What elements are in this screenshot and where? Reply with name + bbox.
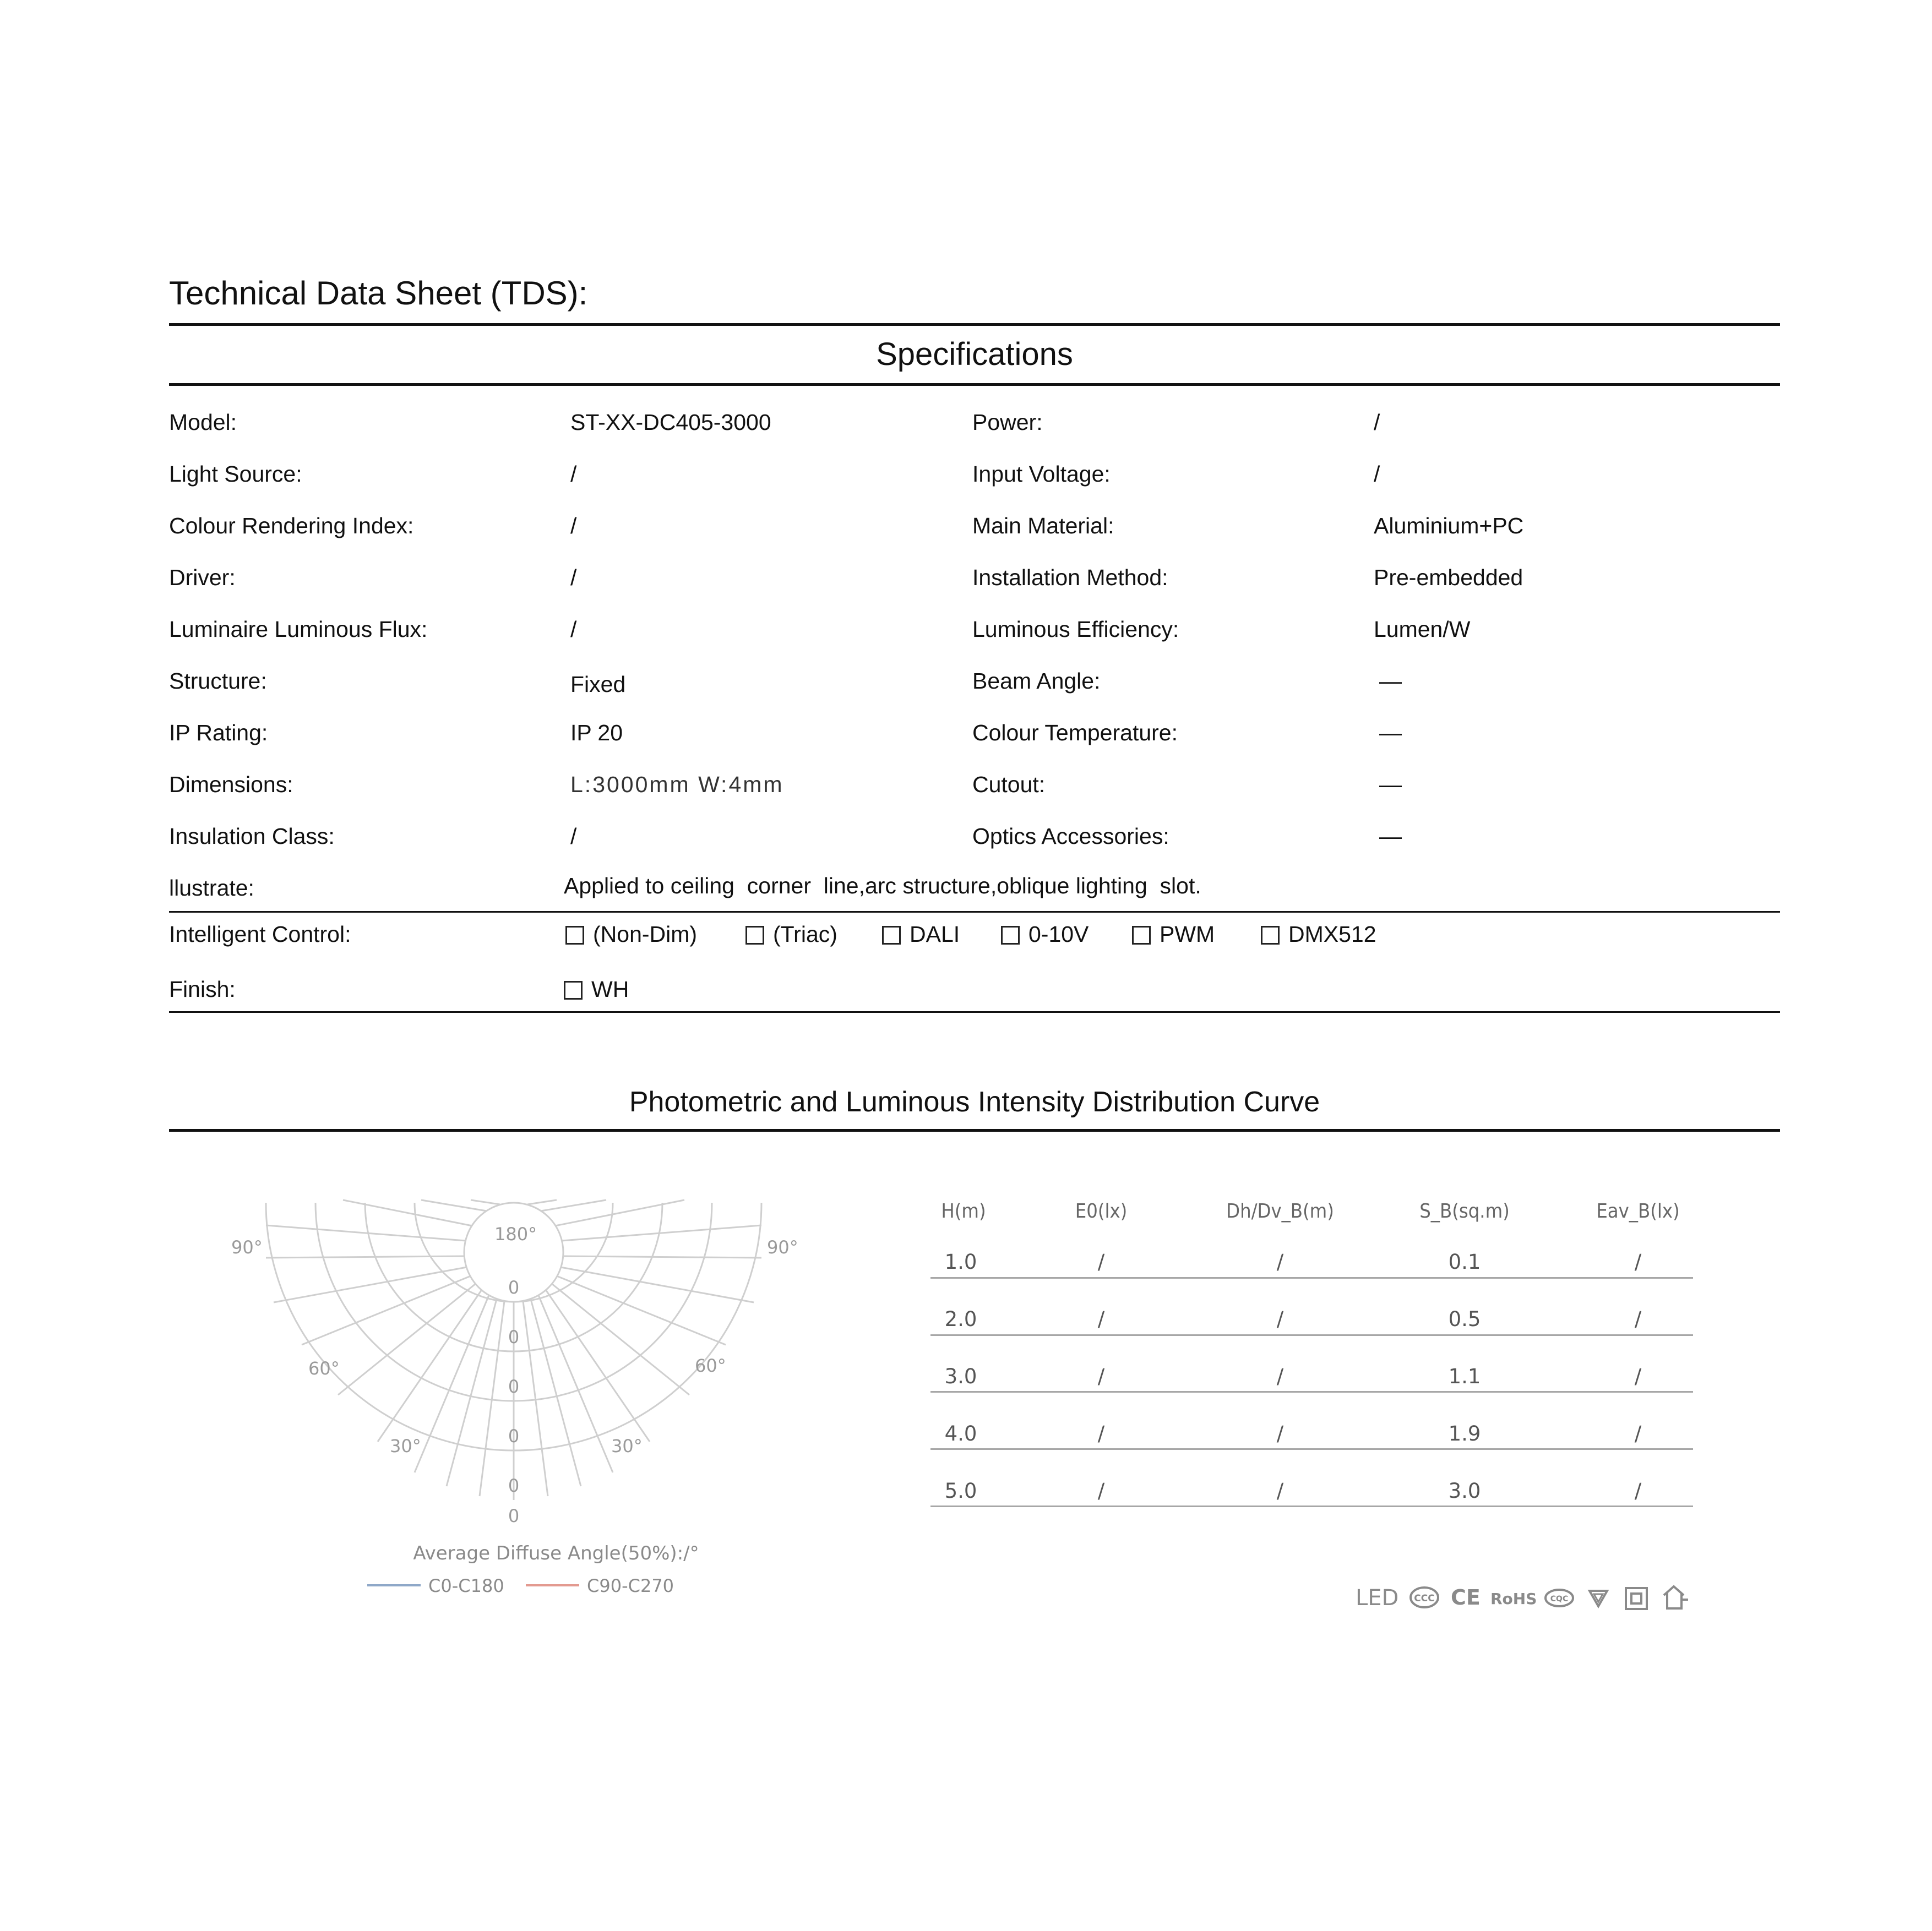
table-cell: / <box>1634 1250 1642 1274</box>
spec-value-luminous-efficiency: Lumen/W <box>1374 617 1471 642</box>
polar-grid <box>266 1200 761 1500</box>
table-cell: / <box>1097 1307 1105 1331</box>
table-cell: 1.0 <box>944 1250 977 1274</box>
table-cell: / <box>1634 1479 1642 1503</box>
spec-label-luminous-flux: Luminaire Luminous Flux: <box>169 617 428 642</box>
polar-radial-label: 0 <box>508 1505 520 1526</box>
table-cell: 3.0 <box>944 1365 977 1388</box>
spec-label-dimensions: Dimensions: <box>169 772 293 797</box>
polar-label-60-right: 60° <box>695 1355 726 1376</box>
checkbox-dmx512[interactable] <box>1261 926 1280 945</box>
spec-value-main-material: Aluminium+PC <box>1374 513 1524 538</box>
spec-label-insulation-class: Insulation Class: <box>169 823 335 849</box>
table-header-e0: E0(lx) <box>1075 1200 1128 1223</box>
checkbox-dali[interactable] <box>882 926 901 945</box>
spec-value-dimensions: L:3000mm W:4mm <box>570 772 784 797</box>
spec-label-luminous-efficiency: Luminous Efficiency: <box>972 617 1179 642</box>
title-rule <box>169 323 1780 326</box>
table-cell: / <box>1097 1365 1105 1388</box>
table-cell: 0.1 <box>1448 1250 1481 1274</box>
spec-value-structure: Fixed <box>570 672 626 697</box>
table-row-rule <box>930 1448 1693 1450</box>
spec-value-luminous-flux: / <box>570 617 577 642</box>
polar-radial-label: 0 <box>508 1327 520 1348</box>
spec-value-beam-angle: — <box>1379 668 1402 694</box>
spec-label-cutout: Cutout: <box>972 772 1046 797</box>
table-row-rule <box>930 1277 1693 1279</box>
polar-radial-label: 0 <box>508 1475 520 1496</box>
spec-label-power: Power: <box>972 410 1043 435</box>
double-insulation-icon <box>1624 1586 1648 1611</box>
control-option-triac[interactable]: (Triac) <box>745 921 837 947</box>
table-cell: 2.0 <box>944 1307 977 1331</box>
table-cell: / <box>1634 1422 1642 1445</box>
spec-value-colour-temperature: — <box>1379 720 1402 745</box>
cqc-mark-icon <box>1544 1588 1575 1608</box>
table-cell: / <box>1097 1479 1105 1503</box>
polar-radial-label: 0 <box>508 1277 520 1298</box>
spec-label-installation-method: Installation Method: <box>972 565 1168 590</box>
table-header-dh-dv: Dh/Dv_B(m) <box>1226 1200 1334 1223</box>
polar-label-90-left: 90° <box>231 1237 263 1258</box>
legend-label-c0-c180: C0-C180 <box>428 1575 504 1596</box>
polar-label-180: 180° <box>494 1224 537 1245</box>
page-title: Technical Data Sheet (TDS): <box>169 275 588 312</box>
specifications-rule <box>169 383 1780 386</box>
control-option-pwm[interactable]: PWM <box>1132 921 1215 947</box>
table-cell: / <box>1276 1479 1284 1503</box>
control-option-dali[interactable]: DALI <box>882 921 960 947</box>
led-mark: LED <box>1356 1585 1399 1611</box>
spec-label-colour-temperature: Colour Temperature: <box>972 720 1178 745</box>
table-cell: / <box>1276 1365 1284 1388</box>
spec-value-light-source: / <box>570 461 577 487</box>
table-cell: 0.5 <box>1448 1307 1481 1331</box>
photometric-rule <box>169 1129 1780 1132</box>
table-cell: / <box>1097 1422 1105 1445</box>
spec-label-driver: Driver: <box>169 565 236 590</box>
spec-value-installation-method: Pre-embedded <box>1374 565 1523 590</box>
checkbox-non-dim[interactable] <box>565 926 584 945</box>
illustrate-rule <box>169 911 1780 913</box>
finish-rule <box>169 1011 1780 1013</box>
specifications-heading: Specifications <box>876 336 1073 372</box>
table-header-eav-b: Eav_B(lx) <box>1596 1200 1680 1223</box>
spec-label-beam-angle: Beam Angle: <box>972 668 1101 694</box>
spec-value-optics-accessories: — <box>1379 823 1402 849</box>
spec-value-ip-rating: IP 20 <box>570 720 623 745</box>
table-header-h: H(m) <box>941 1200 986 1223</box>
checkbox-triac[interactable] <box>745 926 764 945</box>
table-cell: / <box>1634 1365 1642 1388</box>
spec-label-cri: Colour Rendering Index: <box>169 513 414 538</box>
spec-label-optics-accessories: Optics Accessories: <box>972 823 1169 849</box>
table-cell: 5.0 <box>944 1479 977 1503</box>
table-cell: 4.0 <box>944 1422 977 1445</box>
spec-value-cutout: — <box>1379 772 1402 797</box>
checkbox-pwm[interactable] <box>1132 926 1151 945</box>
polar-caption: Average Diffuse Angle(50%):/° <box>413 1542 699 1564</box>
svg-text:CCC: CCC <box>1414 1593 1435 1604</box>
intelligent-control-label: Intelligent Control: <box>169 921 351 947</box>
spec-label-ip-rating: IP Rating: <box>169 720 268 745</box>
polar-label-30-left: 30° <box>390 1436 421 1457</box>
spec-value-illustrate: Applied to ceiling corner line,arc structure,oblique lighting slot. <box>564 873 1201 898</box>
polar-radial-label: 0 <box>508 1426 520 1447</box>
table-cell: 3.0 <box>1448 1479 1481 1503</box>
table-cell: 1.9 <box>1448 1422 1481 1445</box>
table-row-rule <box>930 1334 1693 1336</box>
table-cell: / <box>1634 1307 1642 1331</box>
spec-label-structure: Structure: <box>169 668 267 694</box>
table-header-s-b: S_B(sq.m) <box>1419 1200 1510 1223</box>
spec-label-model: Model: <box>169 410 237 435</box>
checkbox-wh[interactable] <box>564 981 583 1000</box>
spec-value-input-voltage: / <box>1374 461 1380 487</box>
polar-label-90-right: 90° <box>767 1237 798 1258</box>
control-option-non-dim[interactable]: (Non-Dim) <box>565 921 697 947</box>
polar-radial-label: 0 <box>508 1376 520 1397</box>
spec-value-power: / <box>1374 410 1380 435</box>
photometric-heading: Photometric and Luminous Intensity Distribution Curve <box>629 1086 1320 1118</box>
ce-mark: CE <box>1451 1585 1481 1610</box>
table-cell: / <box>1276 1422 1284 1445</box>
spec-label-illustrate: llustrate: <box>169 875 254 901</box>
table-cell: / <box>1097 1250 1105 1274</box>
finish-label: Finish: <box>169 977 236 1002</box>
legend-label-c90-c270: C90-C270 <box>587 1575 674 1596</box>
spec-label-input-voltage: Input Voltage: <box>972 461 1111 487</box>
table-row-rule <box>930 1505 1693 1507</box>
spec-value-driver: / <box>570 565 577 590</box>
rohs-mark: RoHS <box>1490 1590 1537 1608</box>
spec-label-main-material: Main Material: <box>972 513 1114 538</box>
svg-text:CQC: CQC <box>1550 1595 1569 1603</box>
table-cell: 1.1 <box>1448 1365 1481 1388</box>
polar-label-30-right: 30° <box>611 1436 643 1457</box>
ccc-mark-icon <box>1409 1585 1440 1610</box>
polar-intensity-diagram <box>209 1183 842 1613</box>
control-option-dmx512[interactable]: DMX512 <box>1261 921 1376 947</box>
table-cell: / <box>1276 1250 1284 1274</box>
spec-value-model: ST-XX-DC405-3000 <box>570 410 771 435</box>
spec-value-cri: / <box>570 513 577 538</box>
control-option-0-10v[interactable]: 0-10V <box>1001 921 1089 947</box>
polar-label-60-left: 60° <box>308 1358 340 1379</box>
spec-value-insulation-class: / <box>570 823 577 849</box>
spec-label-light-source: Light Source: <box>169 461 302 487</box>
house-mark-icon <box>1661 1583 1689 1612</box>
checkbox-0-10v[interactable] <box>1001 926 1020 945</box>
finish-option-wh[interactable]: WH <box>564 977 629 1002</box>
triangle-mark-icon <box>1587 1588 1609 1610</box>
table-cell: / <box>1276 1307 1284 1331</box>
table-row-rule <box>930 1391 1693 1393</box>
